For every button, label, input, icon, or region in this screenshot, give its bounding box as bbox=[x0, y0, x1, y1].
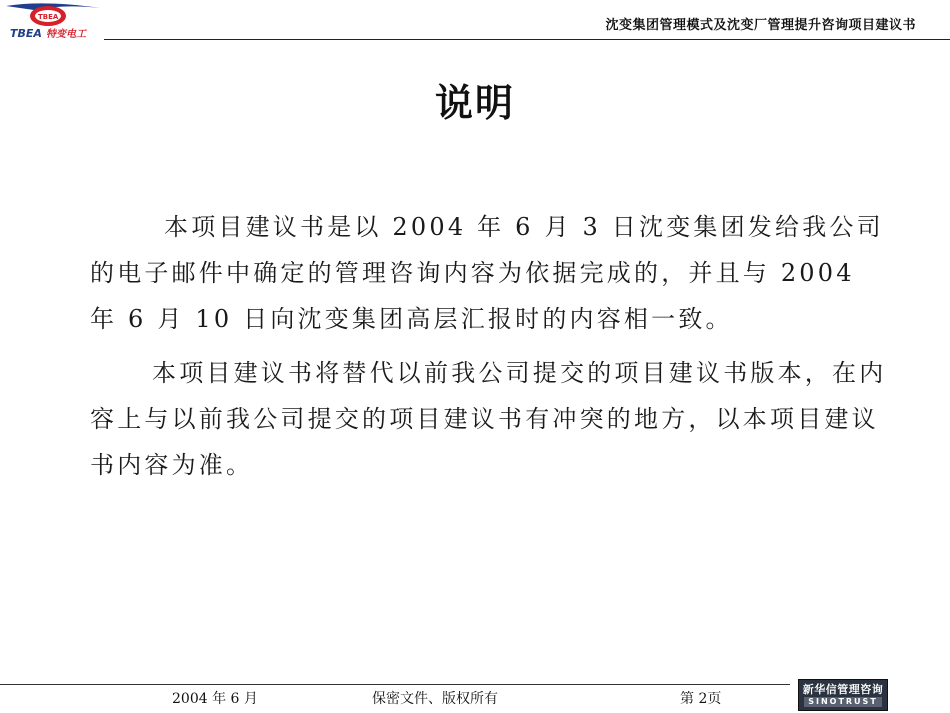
svg-text:TBEA: TBEA bbox=[38, 13, 59, 21]
page-title: 说明 bbox=[434, 80, 515, 125]
paragraph-1: 本项目建议书是以 2004 年 6 月 3 日沈变集团发给我公司的电子邮件中确定的管理咨询内容为依据完成的，并且与 2004 年 6 月 10 日向沈变集团高层汇报时的内容相一致。 bbox=[90, 213, 884, 333]
footer-date: 2004 年 6 月 bbox=[172, 691, 258, 707]
footer-page-number: 第 2页 bbox=[680, 691, 722, 707]
brand-name-cn: 新华信管理咨询 bbox=[802, 683, 884, 696]
header bbox=[0, 0, 950, 40]
body-text bbox=[90, 204, 890, 496]
brand-name-en: SINOTRUST bbox=[804, 697, 882, 707]
footer-divider bbox=[0, 684, 790, 685]
header-divider bbox=[104, 39, 950, 40]
svg-text:TBEA: TBEA bbox=[10, 27, 42, 40]
paragraph-2: 本项目建议书将替代以前我公司提交的项目建议书版本，在内容上与以前我公司提交的项目建议书有冲突的地方，以本项目建议书内容为准。 bbox=[90, 359, 887, 479]
footer-confidential: 保密文件、版权所有 bbox=[372, 691, 498, 707]
svg-text:特变电工: 特变电工 bbox=[46, 29, 86, 40]
sinotrust-logo bbox=[798, 679, 888, 711]
document-header-title: 沈变集团管理模式及沈变厂管理提升咨询项目建议书 bbox=[605, 18, 916, 33]
tbea-logo bbox=[4, 2, 108, 40]
